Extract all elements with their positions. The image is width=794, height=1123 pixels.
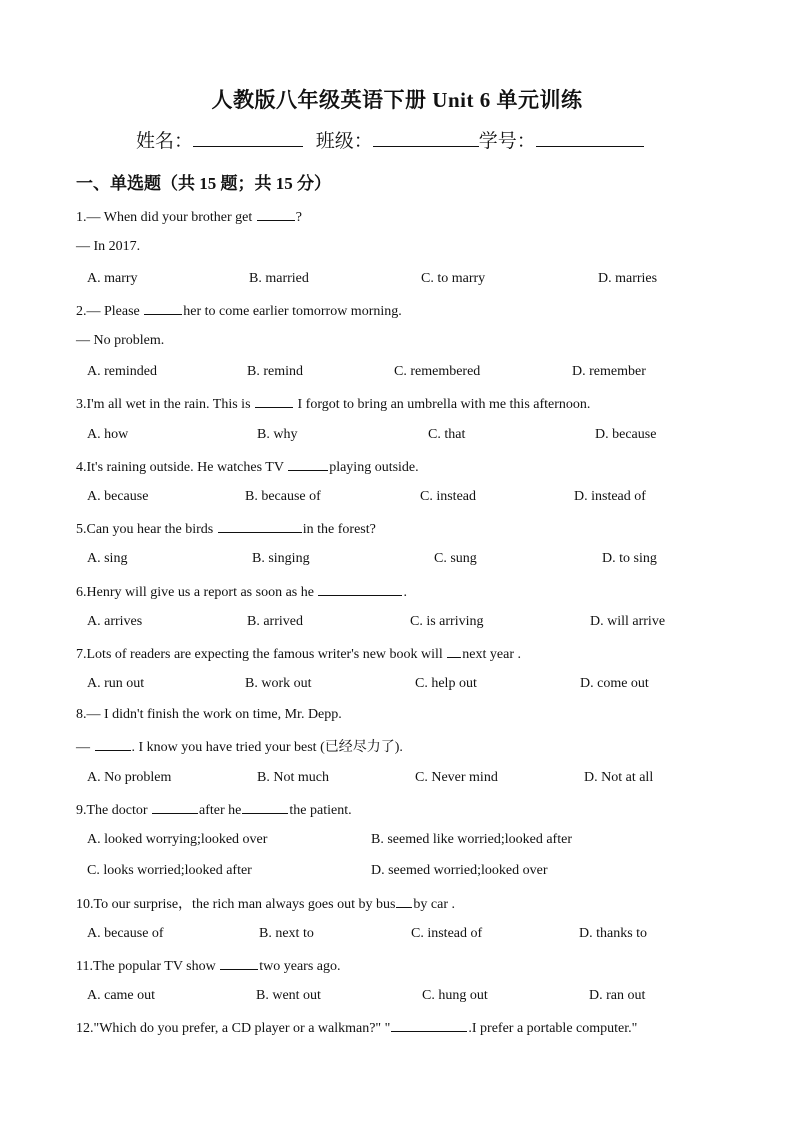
option-a[interactable]: A. because of	[87, 926, 164, 941]
answer-blank[interactable]	[318, 582, 402, 596]
question-1	[76, 207, 302, 227]
reply-text: . I know you have tried your best (已经尽力了).	[131, 740, 403, 755]
option-a[interactable]: A. sing	[87, 551, 128, 566]
id-blank[interactable]	[536, 128, 644, 147]
option-b[interactable]: B. work out	[245, 676, 312, 691]
option-a[interactable]: A. how	[87, 427, 129, 442]
question-number: 7.	[76, 647, 87, 662]
question-4	[76, 457, 419, 477]
option-d[interactable]: D. remember	[572, 364, 646, 379]
question-text: Henry will give us a report as soon as he	[86, 585, 318, 600]
question-3	[76, 394, 590, 414]
question-text: after he	[199, 803, 242, 818]
answer-blank[interactable]	[242, 800, 288, 814]
name-label: 姓名：	[136, 131, 194, 152]
question-number: 4.	[76, 460, 87, 475]
reply-text: —	[76, 740, 94, 755]
id-label: 学号：	[478, 131, 536, 152]
answer-blank[interactable]	[255, 394, 293, 408]
option-c[interactable]: C. that	[428, 427, 466, 442]
question-number: 12.	[76, 1021, 94, 1036]
option-d[interactable]: D. ran out	[589, 988, 646, 1003]
option-d[interactable]: D. to sing	[602, 551, 657, 566]
option-b[interactable]: B. arrived	[247, 614, 303, 629]
question-text: Can you hear the birds	[86, 522, 217, 537]
question-text: in the forest?	[302, 522, 376, 537]
page-title: 人教版八年级英语下册 Unit 6 单元训练	[211, 88, 583, 112]
option-d[interactable]: D. because	[595, 427, 657, 442]
question-text: the patient.	[289, 803, 352, 818]
answer-blank[interactable]	[220, 956, 258, 970]
option-d[interactable]: D. Not at all	[584, 770, 654, 785]
question-number: 10.	[76, 897, 94, 912]
question-number: 9.	[76, 803, 87, 818]
student-info-row	[136, 126, 644, 153]
question-8-reply	[76, 737, 403, 757]
question-number: 11.	[76, 959, 93, 974]
question-text: her to come earlier tomorrow morning.	[183, 304, 402, 319]
answer-blank[interactable]	[396, 894, 412, 908]
question-text: "Which do you prefer, a CD player or a walkman?" "	[93, 1021, 391, 1036]
option-c[interactable]: C. Never mind	[415, 770, 498, 785]
question-number: 6.	[76, 585, 87, 600]
option-a[interactable]: A. No problem	[87, 770, 172, 785]
option-c[interactable]: C. to marry	[421, 271, 486, 286]
question-text: .I prefer a portable computer."	[468, 1021, 638, 1036]
option-b[interactable]: B. Not much	[257, 770, 329, 785]
question-2-reply: — No problem.	[76, 333, 165, 348]
question-text: .	[403, 585, 407, 600]
option-a[interactable]: A. came out	[87, 988, 156, 1003]
question-text: next year .	[462, 647, 521, 662]
question-text: Lots of readers are expecting the famous writer's new book will	[86, 647, 447, 662]
option-a[interactable]: A. because	[87, 489, 149, 504]
class-label: 班级：	[315, 131, 373, 152]
question-12	[76, 1018, 637, 1038]
answer-blank[interactable]	[144, 301, 182, 315]
option-d[interactable]: D. thanks to	[579, 926, 648, 941]
question-7	[76, 644, 521, 664]
question-text: two years ago.	[259, 959, 341, 974]
option-c[interactable]: C. instead	[420, 489, 476, 504]
answer-blank[interactable]	[391, 1018, 467, 1032]
question-text: I'm all wet in the rain. This is	[86, 397, 255, 412]
option-c[interactable]: C. is arriving	[410, 614, 484, 629]
question-text: To our surprise，the rich man always goes out by bus	[93, 897, 396, 912]
option-d[interactable]: D. seemed worried;looked over	[371, 863, 548, 878]
question-text: The popular TV show	[92, 959, 220, 974]
question-text: It's raining outside. He watches TV	[86, 460, 288, 475]
question-text: — When did your brother get	[86, 210, 256, 225]
option-d[interactable]: D. marries	[598, 271, 658, 286]
answer-blank[interactable]	[218, 519, 302, 533]
option-a[interactable]: A. run out	[87, 676, 145, 691]
question-text: — Please	[86, 304, 144, 319]
name-blank[interactable]	[193, 128, 303, 147]
question-9	[76, 800, 352, 820]
option-a[interactable]: A. reminded	[87, 364, 157, 379]
question-11	[76, 956, 341, 976]
option-b[interactable]: B. married	[249, 271, 309, 286]
question-10	[76, 894, 455, 914]
question-2	[76, 301, 402, 321]
option-a[interactable]: A. looked worrying;looked over	[87, 832, 268, 847]
question-number: 1.	[76, 210, 87, 225]
option-c[interactable]: C. instead of	[411, 926, 483, 941]
option-b[interactable]: B. remind	[247, 364, 303, 379]
question-number: 8.	[76, 707, 87, 722]
section-heading: 一、单选题（共 15 题；共 15 分）	[76, 174, 331, 193]
question-number: 2.	[76, 304, 87, 319]
question-text: playing outside.	[329, 460, 419, 475]
question-text: ?	[295, 210, 302, 225]
option-c[interactable]: C. remembered	[394, 364, 481, 379]
answer-blank[interactable]	[288, 457, 328, 471]
option-d[interactable]: D. instead of	[574, 489, 646, 504]
class-blank[interactable]	[373, 128, 479, 147]
answer-blank[interactable]	[152, 800, 198, 814]
question-text: — I didn't finish the work on time, Mr. Depp.	[86, 707, 342, 722]
question-number: 3.	[76, 397, 87, 412]
question-text: The doctor	[86, 803, 152, 818]
option-d[interactable]: D. will arrive	[590, 614, 666, 629]
option-c[interactable]: C. looks worried;looked after	[87, 863, 252, 878]
option-b[interactable]: B. because of	[245, 489, 321, 504]
answer-blank[interactable]	[95, 737, 131, 751]
option-c[interactable]: C. hung out	[422, 988, 488, 1003]
question-text: I forgot to bring an umbrella with me this afternoon.	[294, 397, 591, 412]
option-b[interactable]: B. next to	[259, 926, 314, 941]
question-8	[76, 706, 342, 724]
question-number: 5.	[76, 522, 87, 537]
question-6	[76, 582, 407, 602]
question-text: by car .	[413, 897, 456, 912]
option-d[interactable]: D. come out	[580, 676, 649, 691]
option-b[interactable]: B. why	[257, 427, 298, 442]
option-a[interactable]: A. marry	[87, 271, 138, 286]
option-a[interactable]: A. arrives	[87, 614, 143, 629]
answer-blank[interactable]	[447, 644, 461, 658]
question-5	[76, 519, 376, 539]
option-b[interactable]: B. singing	[252, 551, 310, 566]
option-b[interactable]: B. seemed like worried;looked after	[371, 832, 572, 847]
question-1-reply: — In 2017.	[76, 239, 141, 254]
option-b[interactable]: B. went out	[256, 988, 321, 1003]
option-c[interactable]: C. help out	[415, 676, 477, 691]
option-c[interactable]: C. sung	[434, 551, 477, 566]
answer-blank[interactable]	[257, 207, 295, 221]
